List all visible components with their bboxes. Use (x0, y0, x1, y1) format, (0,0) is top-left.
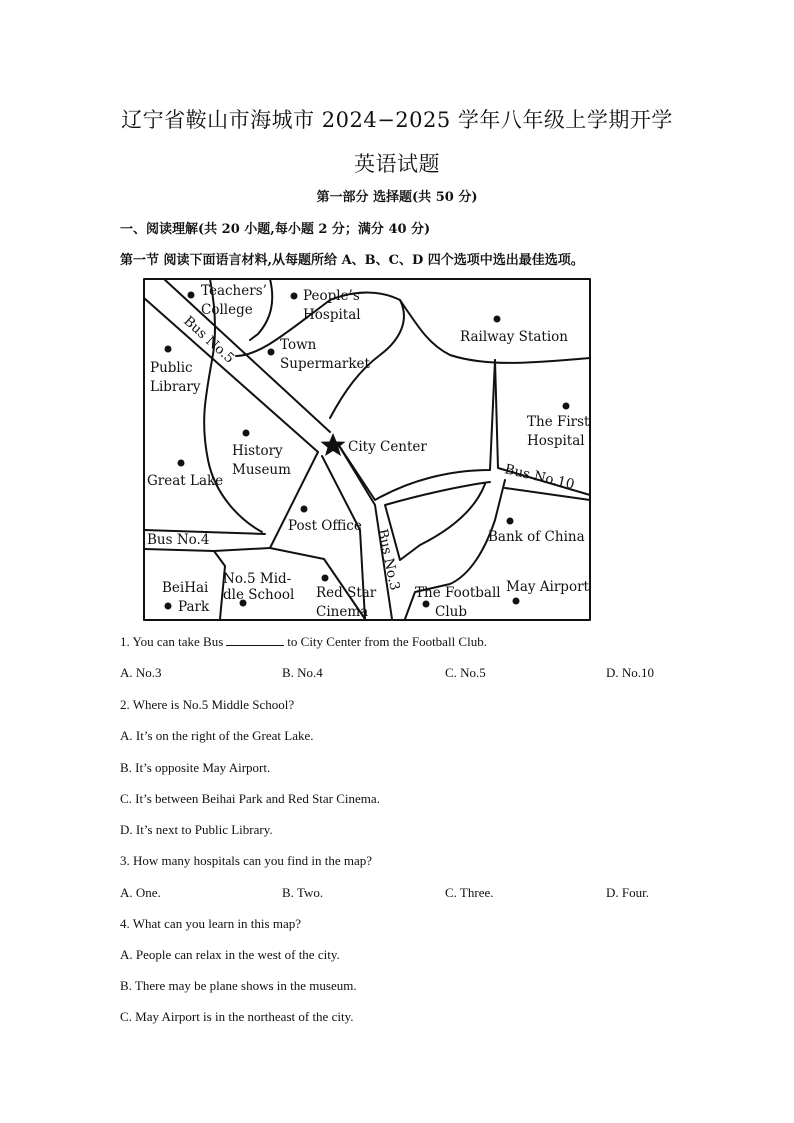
history-museum-dot (243, 430, 250, 437)
label-red-star-2: Cinema (316, 604, 369, 620)
label-public-library-2: Library (150, 379, 201, 395)
road-bus4-edge-b (144, 548, 270, 551)
road-bus10-edge-b (385, 482, 490, 560)
label-bus3: Bus No.3 (374, 527, 403, 592)
label-peoples-hospital-2: Hospital (303, 307, 361, 323)
question-1-stem-a: 1. You can take Bus (120, 634, 224, 649)
question-1-option-d[interactable]: D. No.10 (606, 665, 655, 680)
label-beihai-park-2: Park (178, 599, 210, 615)
question-3-stem: 3. How many hospitals can you find in the map? (120, 853, 373, 868)
question-1-stem (120, 634, 487, 650)
public-library-dot (165, 346, 172, 353)
question-1-stem-b: to City Center from the Football Club. (287, 634, 487, 649)
question-4-option-c[interactable]: C. May Airport is in the northeast of the city. (120, 1009, 354, 1024)
label-beihai-park-1: BeiHai (162, 580, 209, 596)
question-4-stem: 4. What can you learn in this map? (120, 916, 301, 931)
label-railway-station: Railway Station (460, 329, 568, 345)
label-bus10: Bus No.10 (503, 461, 576, 493)
railway-station-dot (494, 316, 501, 323)
question-1-option-b[interactable]: B. No.4 (282, 665, 323, 680)
question-1-blank[interactable] (226, 635, 284, 646)
label-teachers-college-2: College (201, 302, 253, 318)
question-4-option-b[interactable]: B. There may be plane shows in the museum. (120, 978, 357, 993)
label-peoples-hospital-1: People’s (303, 288, 360, 304)
label-red-star-1: Red Star (316, 585, 377, 601)
part-heading: 第一部分 选择题(共 50 分) (316, 190, 478, 205)
beihai-park-dot (165, 603, 172, 610)
label-post-office: Post Office (288, 518, 362, 534)
bank-boundary (505, 488, 590, 500)
label-football-club-1: The Football (415, 585, 501, 601)
label-no5-school-2: dle School (223, 587, 295, 603)
label-no5-school-1: No.5 Mid- (223, 571, 292, 587)
great-lake-dot (178, 460, 185, 467)
first-hospital-dot (563, 403, 570, 410)
question-2-option-a[interactable]: A. It’s on the right of the Great Lake. (120, 728, 314, 743)
label-football-club-2: Club (435, 604, 467, 620)
teachers-college-dot (188, 292, 195, 299)
bank-of-china-dot (507, 518, 514, 525)
section-heading: 一、阅读理解(共 20 小题,每小题 2 分；满分 40 分) (120, 222, 431, 237)
question-1-option-c[interactable]: C. No.5 (445, 665, 486, 680)
question-4-option-a[interactable]: A. People can relax in the west of the city. (120, 947, 340, 962)
red-star-cinema-dot (322, 575, 329, 582)
question-3-option-a[interactable]: A. One. (120, 885, 161, 900)
label-history-museum-2: Museum (232, 462, 291, 478)
label-town-supermarket-2: Supermarket (280, 356, 370, 372)
question-2-option-c[interactable]: C. It’s between Beihai Park and Red Star Cinema. (120, 791, 380, 806)
may-airport-dot (513, 598, 520, 605)
label-great-lake: Great Lake (147, 473, 224, 489)
football-club-dot (423, 601, 430, 608)
exam-title-line2: 英语试题 (354, 152, 440, 176)
subsection-instruction: 第一节 阅读下面语言材料,从每题所给 A、B、C、D 四个选项中选出最佳选项。 (120, 253, 584, 268)
label-bank-of-china: Bank of China (488, 529, 585, 545)
question-1-option-a[interactable]: A. No.3 (120, 665, 162, 680)
label-may-airport: May Airport (506, 579, 589, 595)
post-office-dot (301, 506, 308, 513)
city-map (143, 278, 591, 621)
label-bus5: Bus No.5 (180, 313, 238, 367)
question-2-stem: 2. Where is No.5 Middle School? (120, 697, 295, 712)
label-history-museum-1: History (232, 443, 283, 459)
label-bus4: Bus No.4 (147, 532, 210, 548)
question-2-option-d[interactable]: D. It’s next to Public Library. (120, 822, 273, 837)
label-teachers-college-1: Teachers’ (201, 283, 267, 299)
label-city-center: City Center (348, 439, 427, 455)
town-supermarket-dot (268, 349, 275, 356)
exam-title-line1: 辽宁省鞍山市海城市 2024−2025 学年八年级上学期开学 (121, 108, 673, 132)
city-center-star-icon (321, 433, 346, 456)
peoples-hospital-dot (291, 293, 298, 300)
label-public-library-1: Public (150, 360, 193, 376)
label-first-hospital-1: The First (527, 414, 590, 430)
label-town-supermarket-1: Town (280, 337, 317, 353)
question-3-option-c[interactable]: C. Three. (445, 885, 494, 900)
question-2-option-b[interactable]: B. It’s opposite May Airport. (120, 760, 271, 775)
question-3-option-b[interactable]: B. Two. (282, 885, 324, 900)
question-3-option-d[interactable]: D. Four. (606, 885, 649, 900)
label-first-hospital-2: Hospital (527, 433, 585, 449)
center-region-boundary (338, 360, 495, 500)
